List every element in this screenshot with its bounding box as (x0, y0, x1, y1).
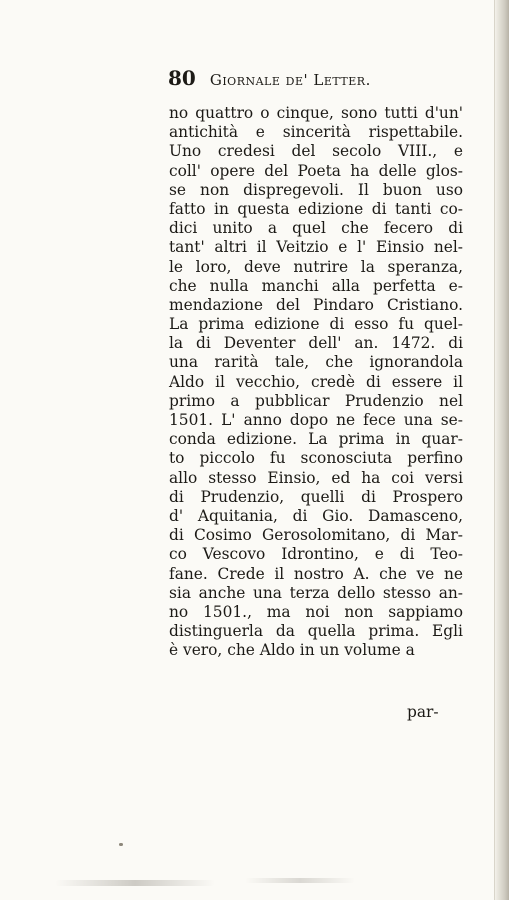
text-line: che nulla manchi alla perfetta e- (169, 276, 463, 295)
running-head: Giornale de' Letter. (209, 71, 371, 89)
ink-speck (119, 843, 123, 846)
text-line: conda edizione. La prima in quar- (169, 430, 463, 449)
page-edge-shadow (495, 0, 509, 900)
text-line: fane. Crede il nostro A. che ve ne (169, 564, 463, 583)
text-line: distinguerla da quella prima. Egli (169, 622, 463, 641)
text-line: coll' opere del Poeta ha delle glos- (169, 161, 463, 180)
text-line: è vero, che Aldo in un volume a (169, 641, 415, 660)
text-line: Uno credesi del secolo VIII., e (169, 142, 463, 161)
text-line: 1501. L' anno dopo ne fece una se- (169, 411, 463, 429)
page-smudge (245, 878, 355, 883)
body-text (169, 104, 463, 660)
text-line: to piccolo fu sconosciuta perfino (169, 449, 463, 468)
page-header (168, 66, 468, 92)
text-line: di Cosimo Gerosolomitano, di Mar- (169, 526, 463, 545)
text-line: fatto in questa edizione di tanti co- (169, 199, 463, 218)
page-number: 80 (168, 66, 196, 90)
text-line: d' Aquitania, di Gio. Damasceno, (169, 506, 463, 525)
text-line: no quattro o cinque, sono tutti d'un' (169, 104, 463, 122)
text-line: sia anche una terza dello stesso an- (169, 583, 463, 602)
catchword: par- (407, 703, 439, 721)
page-smudge (55, 880, 215, 886)
text-line: Aldo il vecchio, credè di essere il (169, 372, 463, 391)
text-line: le loro, deve nutrire la speranza, (169, 257, 463, 276)
text-line: una rarità tale, che ignorandola (169, 353, 463, 372)
text-line: allo stesso Einsio, ed ha coi versi (169, 468, 463, 487)
text-line: La prima edizione di esso fu quel- (169, 315, 463, 334)
text-line: primo a pubblicar Prudenzio nel (169, 391, 463, 410)
text-line: la di Deventer dell' an. 1472. di (169, 334, 463, 353)
text-line: co Vescovo Idrontino, e di Teo- (169, 545, 463, 564)
text-line: antichità e sincerità rispettabile. (169, 123, 463, 142)
text-line: no 1501., ma noi non sappiamo (169, 602, 463, 621)
text-line: mendazione del Pindaro Cristiano. (169, 295, 463, 314)
text-line: se non dispregevoli. Il buon uso (169, 180, 463, 199)
text-line: tant' altri il Veitzio e l' Einsio nel- (169, 238, 463, 257)
text-line: dici unito a quel che fecero di (169, 219, 463, 238)
text-line: di Prudenzio, quelli di Prospero (169, 487, 463, 506)
